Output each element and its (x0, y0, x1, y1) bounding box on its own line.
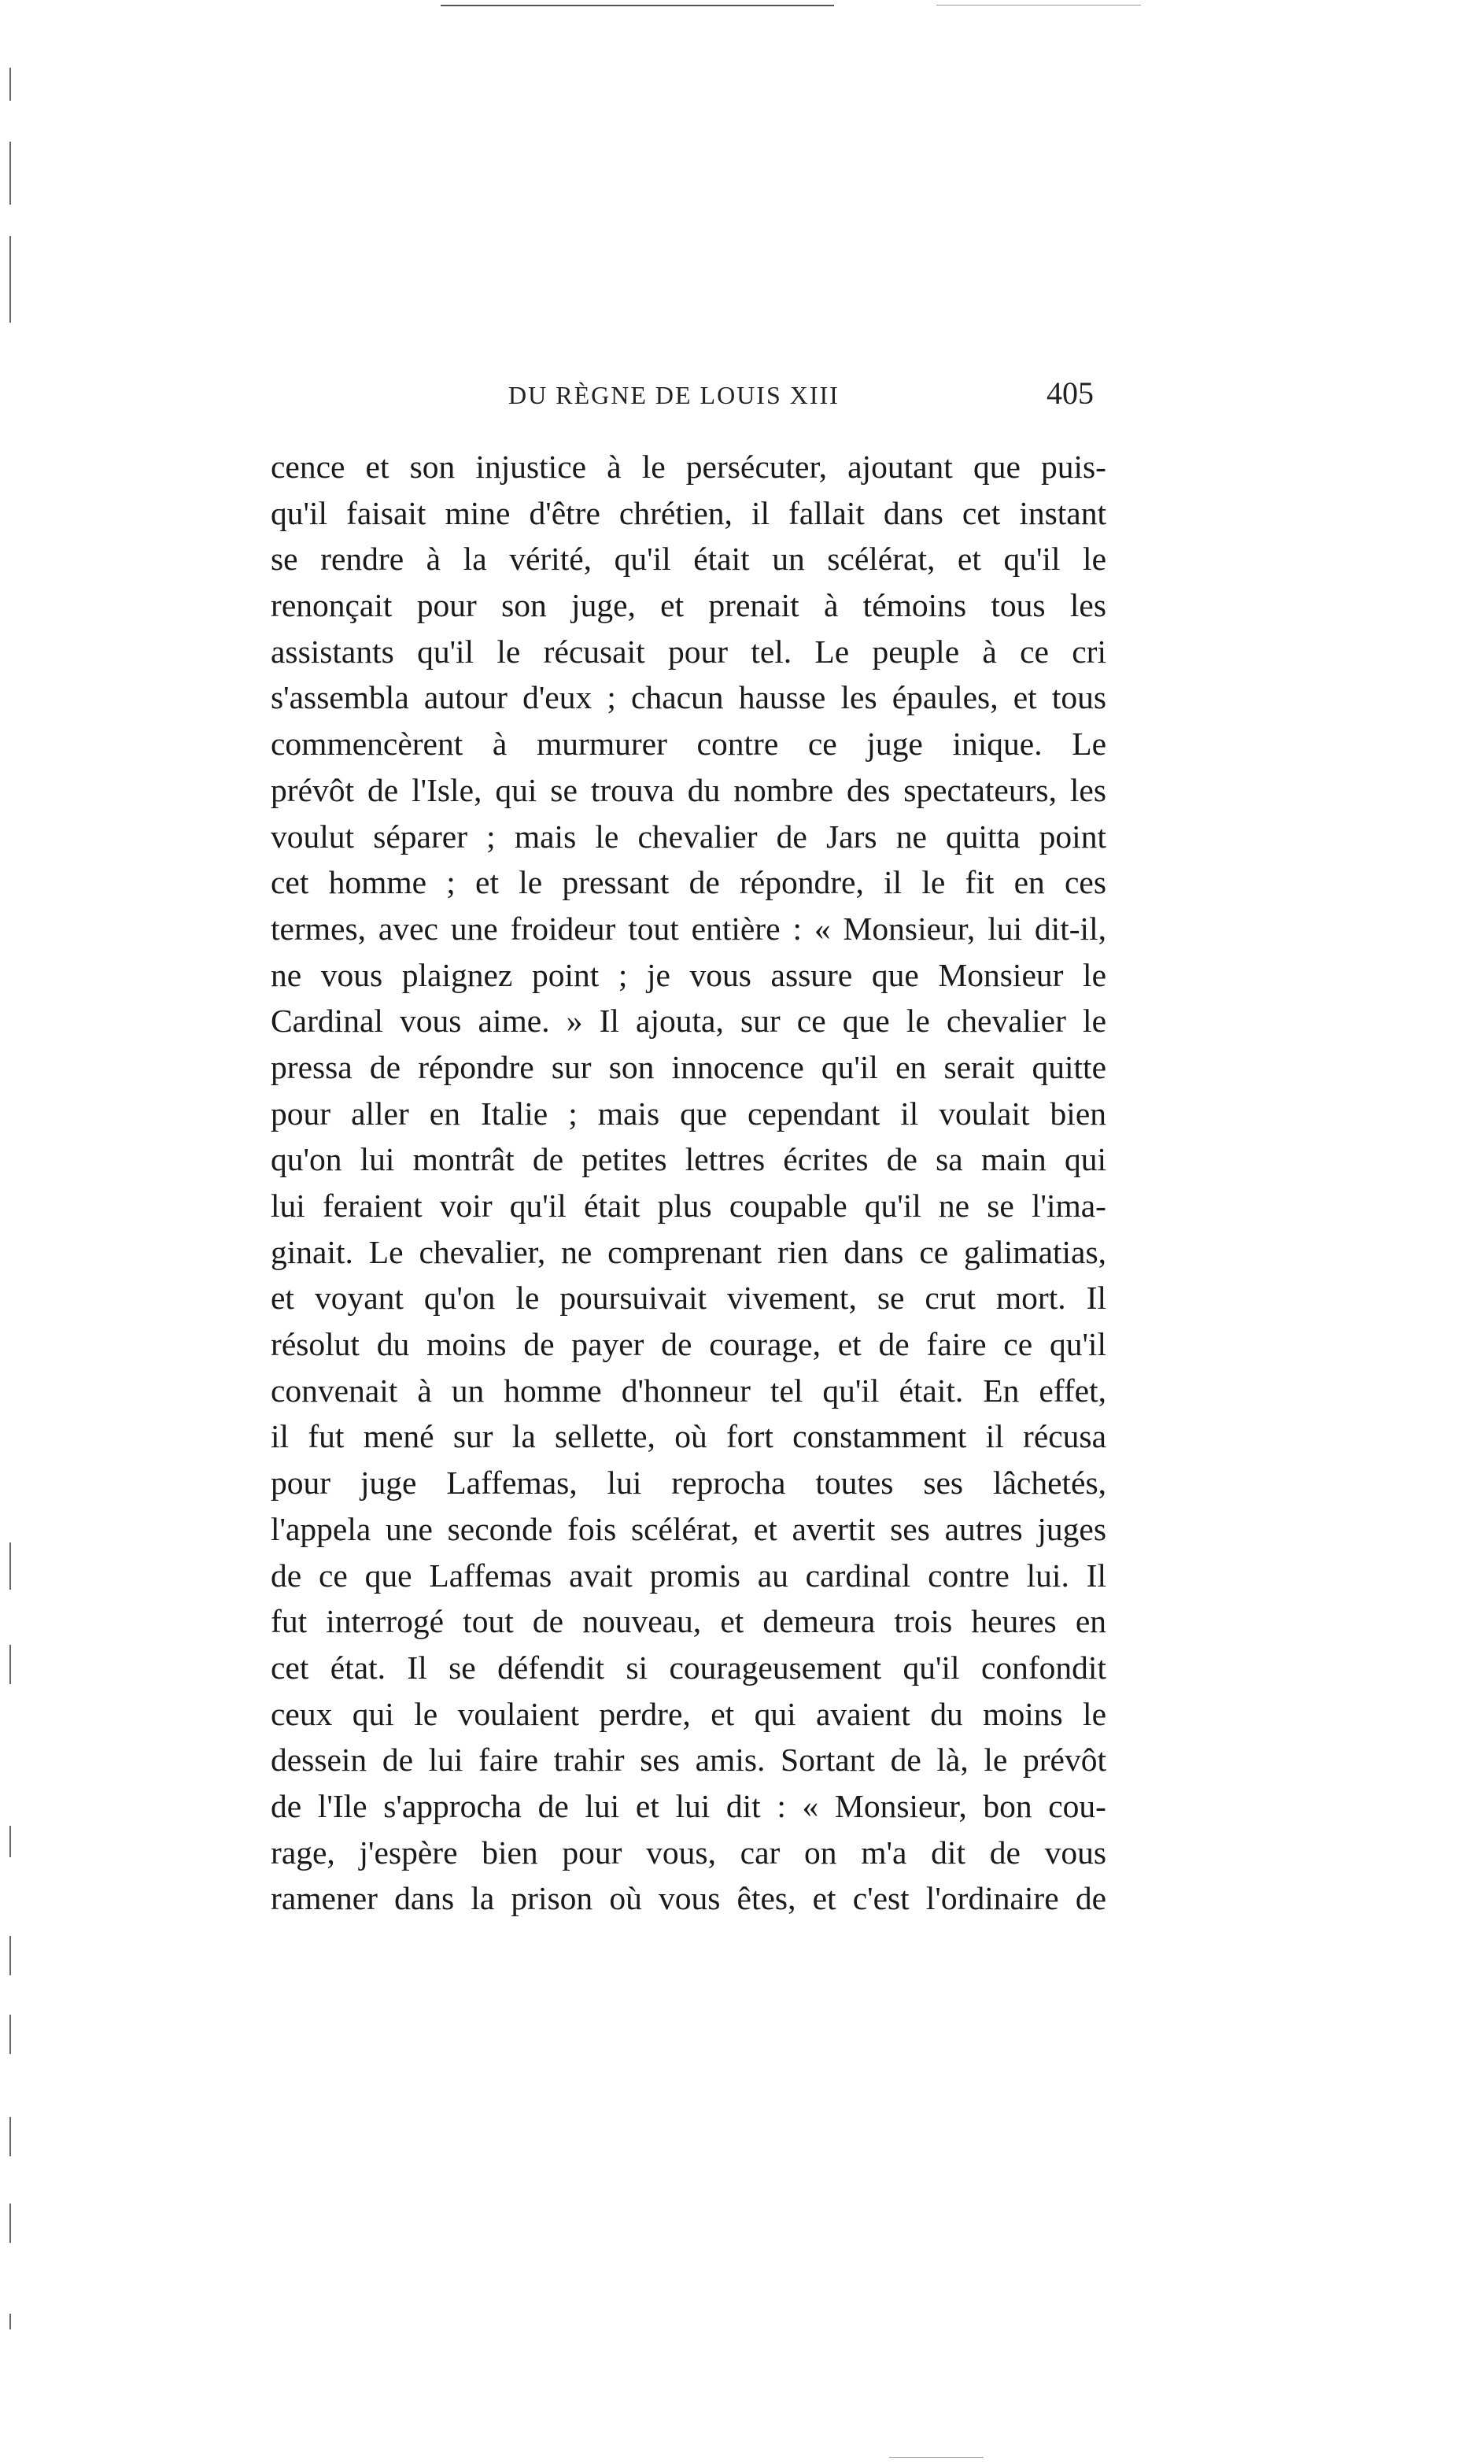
margin-mark (9, 1936, 11, 1975)
margin-mark (9, 2117, 11, 2156)
margin-mark (9, 1645, 11, 1684)
text-line: termes, avec une froideur tout entière : « Monsieur, lui dit-il, (271, 910, 1106, 947)
text-line: ramener dans la prison où vous êtes, et c'est l'ordinaire de (271, 1880, 1106, 1917)
text-line: pour aller en Italie ; mais que cependant il voulait bien (271, 1095, 1106, 1132)
text-line: et voyant qu'on le poursuivait vivement, se crut mort. Il (271, 1280, 1106, 1317)
text-line: prévôt de l'Isle, qui se trouva du nombre des spectateurs, les (271, 771, 1106, 808)
text-line: ne vous plaignez point ; je vous assure que Monsieur le (271, 956, 1106, 993)
margin-mark (9, 236, 11, 323)
text-line: commencèrent à murmurer contre ce juge inique. Le (271, 726, 1106, 763)
text-line: ceux qui le voulaient perdre, et qui avaient du moins le (271, 1695, 1106, 1732)
text-line: rage, j'espère bien pour vous, car on m'a dit de vous (271, 1834, 1106, 1871)
text-line: cet homme ; et le pressant de répondre, il le fit en ces (271, 864, 1106, 901)
text-line: dessein de lui faire trahir ses amis. Sortant de là, le prévôt (271, 1742, 1106, 1779)
text-line: pressa de répondre sur son innocence qu'il en serait quitte (271, 1048, 1106, 1085)
text-line: se rendre à la vérité, qu'il était un scélérat, et qu'il le (271, 541, 1106, 578)
text-line: de ce que Laffemas avait promis au cardinal contre lui. Il (271, 1557, 1106, 1594)
text-line: lui feraient voir qu'il était plus coupable qu'il ne se l'ima- (271, 1188, 1106, 1224)
text-line: s'assembla autour d'eux ; chacun hausse les épaules, et tous (271, 679, 1106, 716)
top-rule (441, 5, 834, 6)
text-line: renonçait pour son juge, et prenait à témoins tous les (271, 587, 1106, 624)
text-line: cence et son injustice à le persécuter, ajoutant que puis- (271, 449, 1106, 485)
text-line: fut interrogé tout de nouveau, et demeura trois heures en (271, 1603, 1106, 1640)
text-line: pour juge Laffemas, lui reprocha toutes ses lâchetés, (271, 1465, 1106, 1502)
text-line: ginait. Le chevalier, ne comprenant rien dans ce galimatias, (271, 1233, 1106, 1270)
margin-mark (9, 1826, 11, 1857)
margin-mark (9, 1542, 11, 1590)
text-line: qu'on lui montrât de petites lettres écrites de sa main qui (271, 1141, 1106, 1178)
margin-mark (9, 2204, 11, 2243)
margin-mark (9, 2015, 11, 2054)
running-head: DU RÈGNE DE LOUIS XIII (508, 381, 840, 409)
text-line: convenait à un homme d'honneur tel qu'il était. En effet, (271, 1372, 1106, 1409)
body-text (271, 444, 1106, 1922)
bottom-rule (889, 2457, 984, 2458)
text-line: Cardinal vous aime. » Il ajouta, sur ce que le chevalier le (271, 1003, 1106, 1040)
top-rule-right (936, 5, 1141, 6)
margin-mark (9, 68, 11, 101)
page-number: 405 (1047, 375, 1094, 411)
text-line: assistants qu'il le récusait pour tel. Le peuple à ce cri (271, 633, 1106, 670)
text-line: voulut séparer ; mais le chevalier de Jars ne quitta point (271, 818, 1106, 855)
text-line: de l'Ile s'approcha de lui et lui dit : « Monsieur, bon cou- (271, 1787, 1106, 1824)
text-line: résolut du moins de payer de courage, et de faire ce qu'il (271, 1326, 1106, 1363)
text-line: qu'il faisait mine d'être chrétien, il fallait dans cet instant (271, 494, 1106, 531)
margin-mark (9, 2314, 11, 2329)
margin-mark (9, 142, 11, 205)
text-line: il fut mené sur la sellette, où fort constamment il récusa (271, 1418, 1106, 1455)
text-line: l'appela une seconde fois scélérat, et avertit ses autres juges (271, 1510, 1106, 1547)
text-line: cet état. Il se défendit si courageusement qu'il confondit (271, 1649, 1106, 1686)
